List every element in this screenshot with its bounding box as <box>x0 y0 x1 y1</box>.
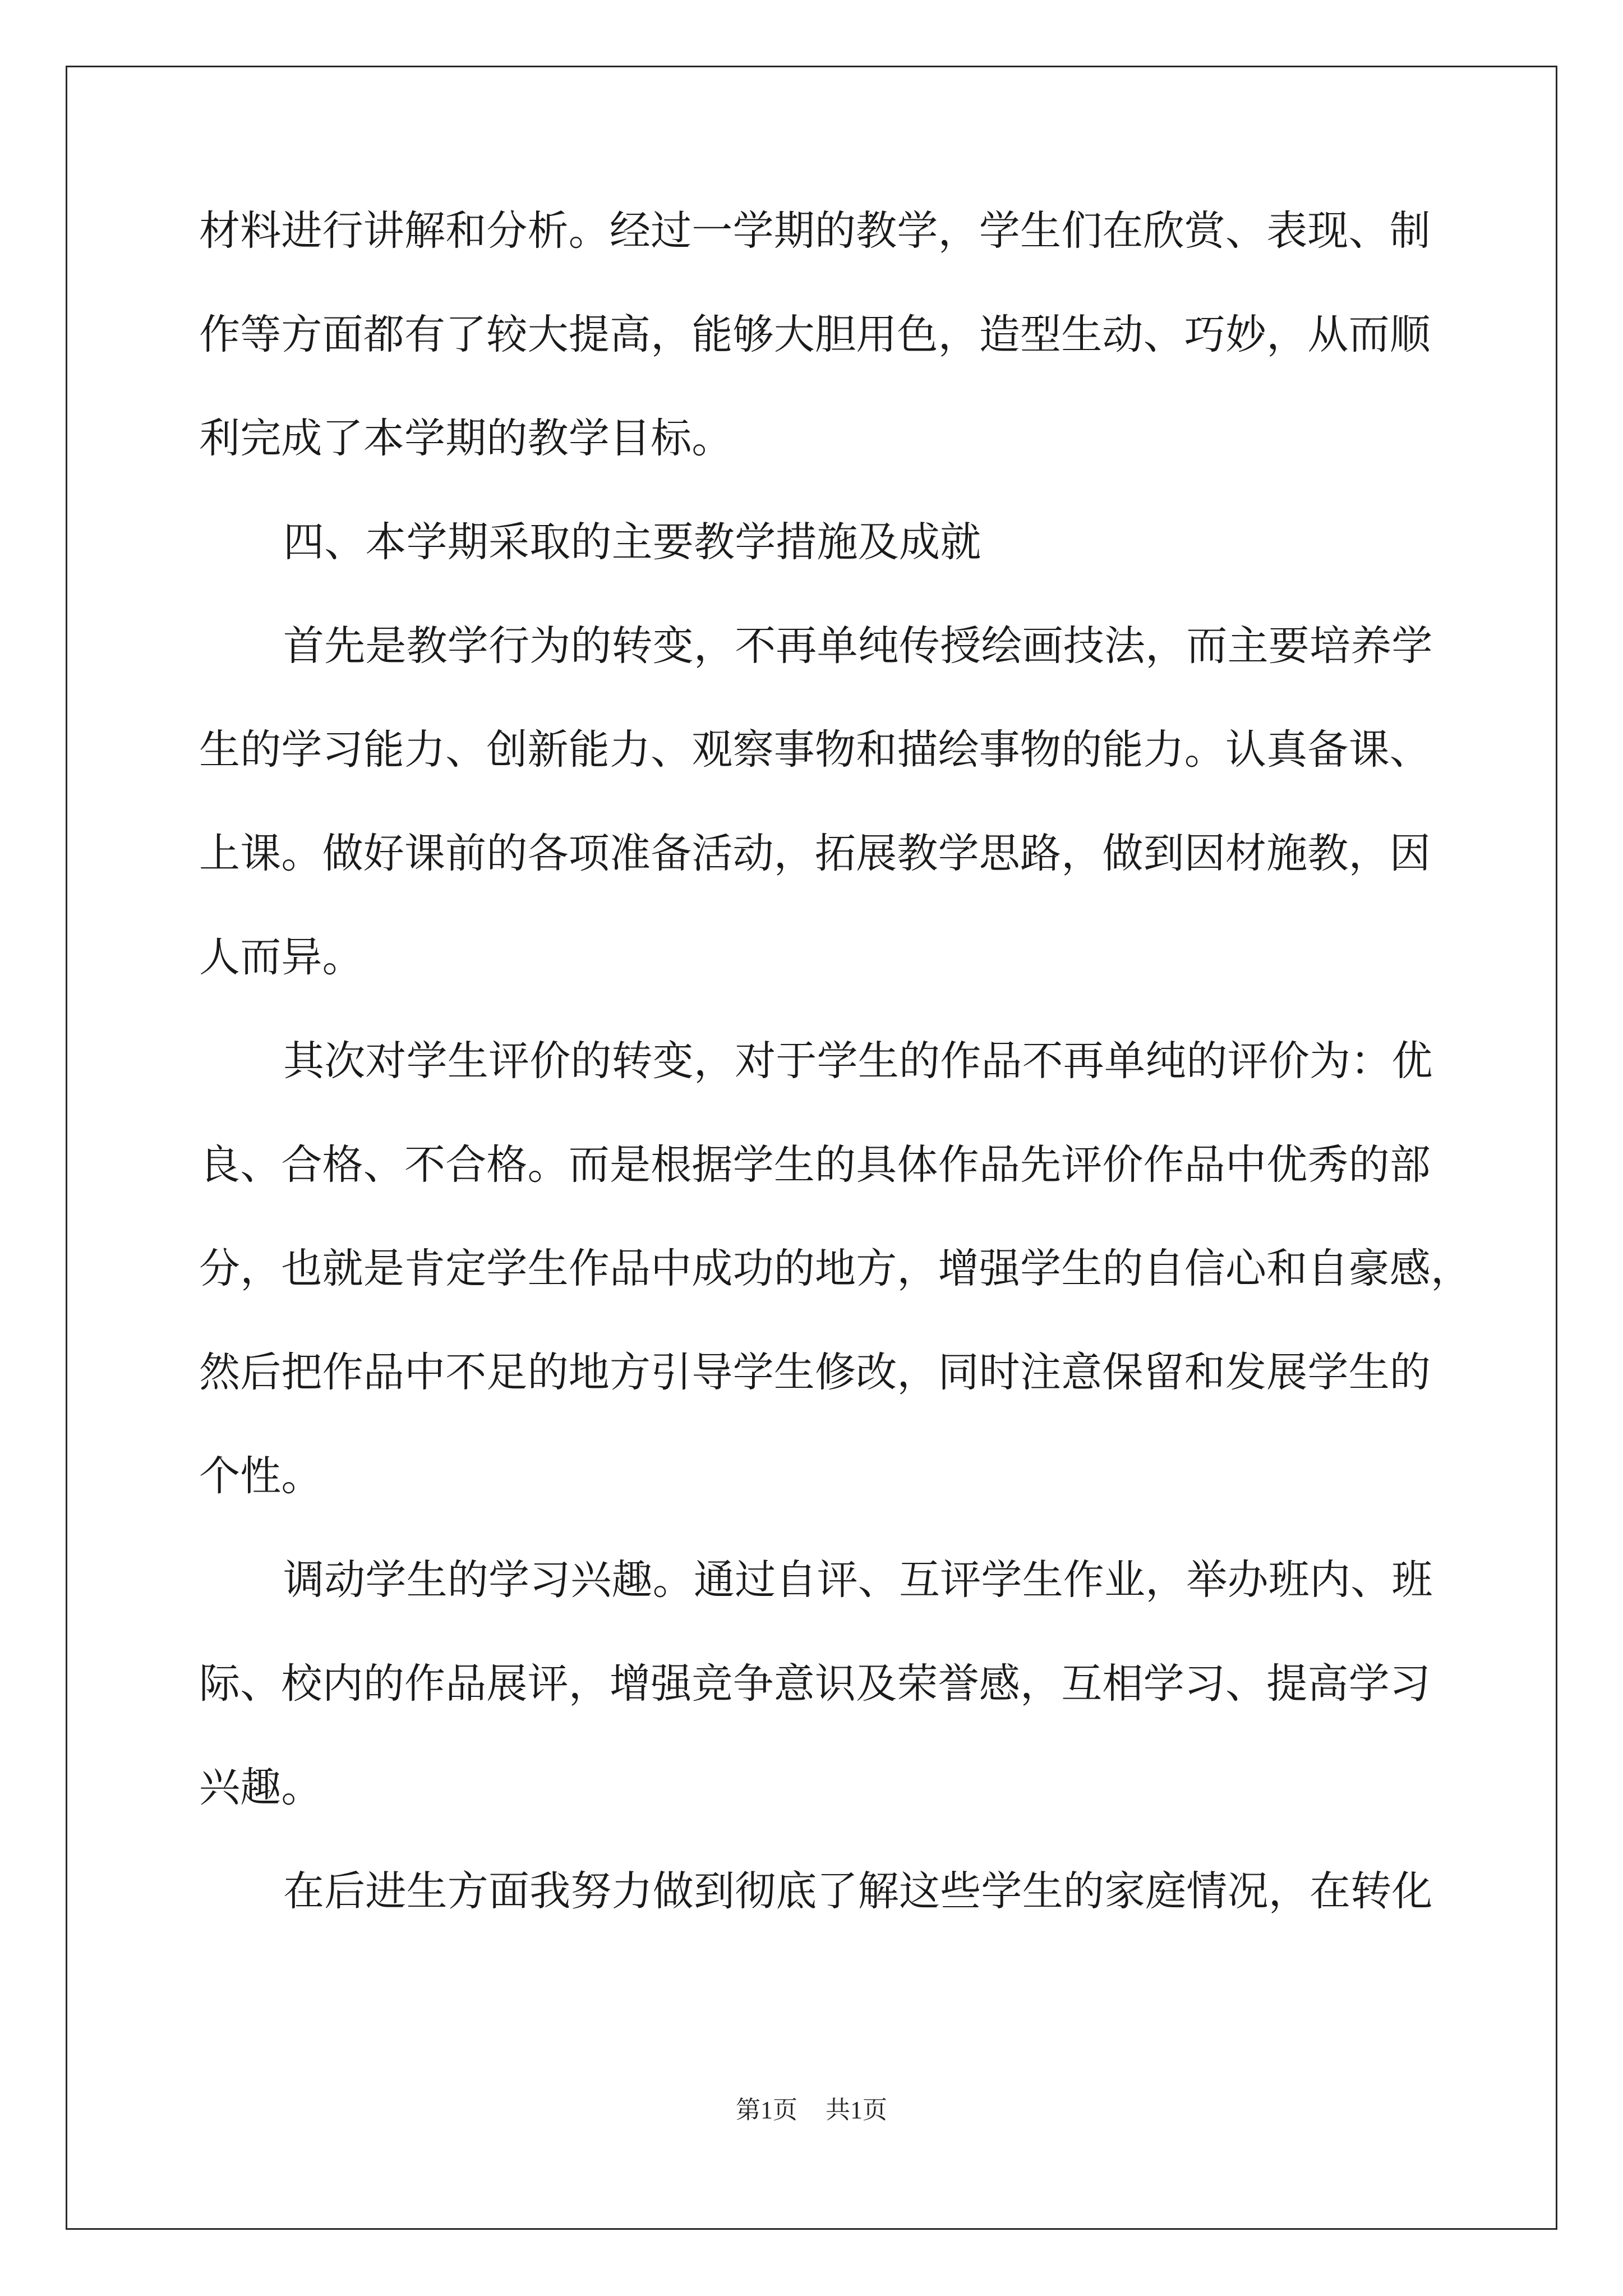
text-line: 然后把作品中不足的地方引导学生修改，同时注意保留和发展学生的 <box>199 1349 1431 1396</box>
text-line: 上课。做好课前的各项准备活动，拓展教学思路，做到因材施教，因 <box>199 830 1431 877</box>
text-line: 兴趣。 <box>199 1764 322 1811</box>
text-line: 际、校内的作品展评，增强竞争意识及荣誉感，互相学习、提高学习 <box>199 1660 1431 1708</box>
text-line: 作等方面都有了较大提高，能够大胆用色，造型生动、巧妙，从而顺 <box>199 311 1431 358</box>
page-number: 第1页 <box>736 2096 797 2124</box>
text-line: 利完成了本学期的教学目标。 <box>199 415 733 462</box>
text-line: 其次对学生评价的转变，对于学生的作品不再单纯的评价为：优 <box>283 1037 1433 1085</box>
text-line: 调动学生的学习兴趣。通过自评、互评学生作业，举办班内、班 <box>283 1556 1433 1604</box>
page-footer <box>0 2096 1623 2124</box>
text-line: 在后进生方面我努力做到彻底了解这些学生的家庭情况，在转化 <box>283 1867 1433 1915</box>
text-line: 材料进行讲解和分析。经过一学期的教学，学生们在欣赏、表现、制 <box>199 207 1431 255</box>
text-line: 生的学习能力、创新能力、观察事物和描绘事物的能力。认真备课、 <box>199 726 1431 774</box>
section-heading: 四、本学期采取的主要教学措施及成就 <box>283 518 981 566</box>
text-line: 首先是教学行为的转变，不再单纯传授绘画技法，而主要培养学 <box>283 622 1433 670</box>
text-line: 个性。 <box>199 1452 322 1500</box>
text-line: 分，也就是肯定学生作品中成功的地方，增强学生的自信心和自豪感， <box>199 1245 1472 1292</box>
page-total: 共1页 <box>826 2096 887 2124</box>
text-line: 人而异。 <box>199 933 363 981</box>
text-line: 良、合格、不合格。而是根据学生的具体作品先评价作品中优秀的部 <box>199 1141 1431 1189</box>
